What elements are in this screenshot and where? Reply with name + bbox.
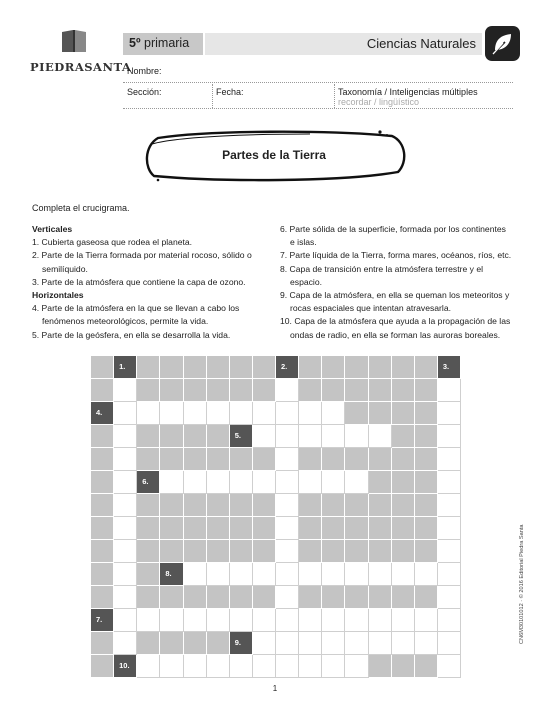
answer-cell[interactable] (276, 448, 299, 471)
blocked-cell (160, 494, 183, 517)
blocked-cell (160, 425, 183, 448)
clue-v3: 3. Parte de la atmósfera que contiene la capa de ozono. (32, 276, 246, 287)
answer-cell[interactable] (184, 563, 207, 586)
answer-cell[interactable] (276, 586, 299, 609)
blocked-cell (369, 586, 392, 609)
blocked-cell (184, 379, 207, 402)
answer-cell[interactable] (322, 609, 345, 632)
answer-cell[interactable] (253, 563, 276, 586)
blocked-cell (345, 356, 368, 379)
blocked-cell (160, 586, 183, 609)
blocked-cell (184, 517, 207, 540)
answer-cell[interactable] (137, 609, 160, 632)
blocked-cell (415, 425, 438, 448)
blocked-cell (392, 448, 415, 471)
answer-cell[interactable] (392, 609, 415, 632)
answer-cell[interactable] (253, 402, 276, 425)
blocked-cell (91, 356, 114, 379)
blocked-cell (392, 425, 415, 448)
answer-cell[interactable] (299, 425, 322, 448)
answer-cell[interactable] (369, 563, 392, 586)
taxonomy-label: Taxonomía / Inteligencias múltiples (338, 87, 478, 97)
clue-number-cell: 7. (91, 609, 114, 632)
date-label: Fecha: (216, 87, 244, 97)
answer-cell[interactable] (369, 609, 392, 632)
blocked-cell (392, 379, 415, 402)
blocked-cell (184, 540, 207, 563)
blocked-cell (415, 586, 438, 609)
answer-cell[interactable] (160, 471, 183, 494)
blocked-cell (91, 563, 114, 586)
answer-cell[interactable] (438, 448, 461, 471)
answer-cell[interactable] (438, 471, 461, 494)
clue-v2: 2. Parte de la Tierra formada por material rocoso, sólido o (32, 250, 252, 261)
answer-cell[interactable] (114, 517, 137, 540)
answer-cell[interactable] (230, 655, 253, 678)
answer-cell[interactable] (253, 471, 276, 494)
blocked-cell (91, 425, 114, 448)
clue-number-cell: 3. (438, 356, 461, 379)
answer-cell[interactable] (392, 632, 415, 655)
answer-cell[interactable] (392, 563, 415, 586)
blocked-cell (253, 448, 276, 471)
blocked-cell (230, 379, 253, 402)
answer-cell[interactable] (114, 425, 137, 448)
blocked-cell (345, 517, 368, 540)
blocked-cell (160, 632, 183, 655)
answer-cell[interactable] (207, 609, 230, 632)
clue-number-cell: 9. (230, 632, 253, 655)
blocked-cell (299, 494, 322, 517)
answer-cell[interactable] (438, 609, 461, 632)
blocked-cell (91, 517, 114, 540)
blocked-cell (415, 379, 438, 402)
blocked-cell (253, 517, 276, 540)
answer-cell[interactable] (345, 655, 368, 678)
answer-cell[interactable] (184, 402, 207, 425)
page-title: Partes de la Tierra (222, 148, 326, 162)
blocked-cell (253, 540, 276, 563)
blocked-cell (160, 379, 183, 402)
answer-cell[interactable] (137, 402, 160, 425)
blocked-cell (345, 494, 368, 517)
blocked-cell (184, 448, 207, 471)
clue-h4: 4. Parte de la atmósfera en la que se llevan a cabo los (32, 303, 240, 314)
answer-cell[interactable] (369, 425, 392, 448)
answer-cell[interactable] (253, 425, 276, 448)
blocked-cell (345, 586, 368, 609)
answer-cell[interactable] (276, 609, 299, 632)
clue-h5: 5. Parte de la geósfera, en ella se desarrolla la vida. (32, 329, 231, 340)
clues-left (32, 223, 272, 342)
blocked-cell (369, 655, 392, 678)
answer-cell[interactable] (276, 494, 299, 517)
answer-cell[interactable] (438, 517, 461, 540)
blocked-cell (415, 356, 438, 379)
blocked-cell (137, 517, 160, 540)
answer-cell[interactable] (114, 632, 137, 655)
blocked-cell (322, 540, 345, 563)
answer-cell[interactable] (160, 609, 183, 632)
blocked-cell (299, 448, 322, 471)
answer-cell[interactable] (230, 563, 253, 586)
clue-6: 6. Parte sólida de la superficie, formada por los continentes (280, 224, 506, 234)
blocked-cell (369, 540, 392, 563)
section-line (123, 108, 513, 109)
blocked-cell (91, 655, 114, 678)
blocked-cell (137, 425, 160, 448)
blocked-cell (392, 517, 415, 540)
answer-cell[interactable] (114, 609, 137, 632)
blocked-cell (230, 540, 253, 563)
answer-cell[interactable] (253, 632, 276, 655)
grade-bar (123, 33, 203, 55)
answer-cell[interactable] (322, 471, 345, 494)
grade-label: primaria (144, 36, 190, 50)
answer-cell[interactable] (184, 471, 207, 494)
answer-cell[interactable] (322, 563, 345, 586)
answer-cell[interactable] (114, 540, 137, 563)
blocked-cell (160, 448, 183, 471)
blocked-cell (137, 379, 160, 402)
blocked-cell (345, 448, 368, 471)
blocked-cell (137, 586, 160, 609)
answer-cell[interactable] (276, 655, 299, 678)
blocked-cell (415, 494, 438, 517)
clue-h4-cont: fenómenos meteorológicos, permite la vida. (42, 316, 209, 327)
clues-right (280, 223, 520, 342)
answer-cell[interactable] (114, 586, 137, 609)
blocked-cell (299, 517, 322, 540)
blocked-cell (160, 517, 183, 540)
answer-cell[interactable] (276, 563, 299, 586)
answer-cell[interactable] (114, 494, 137, 517)
blocked-cell (207, 540, 230, 563)
blocked-cell (230, 517, 253, 540)
page-number: 1 (272, 684, 278, 693)
horizontal-heading: Horizontales (32, 290, 84, 301)
blocked-cell (345, 402, 368, 425)
blocked-cell (392, 494, 415, 517)
blocked-cell (230, 494, 253, 517)
blocked-cell (207, 448, 230, 471)
clue-10: 10. Capa de la atmósfera que ayuda a la propagación de las (280, 316, 511, 327)
answer-cell[interactable] (299, 563, 322, 586)
blocked-cell (91, 632, 114, 655)
blocked-cell (91, 471, 114, 494)
blocked-cell (207, 425, 230, 448)
answer-cell[interactable] (299, 655, 322, 678)
blocked-cell (415, 471, 438, 494)
answer-cell[interactable] (322, 402, 345, 425)
blocked-cell (392, 402, 415, 425)
answer-cell[interactable] (415, 563, 438, 586)
answer-cell[interactable] (276, 517, 299, 540)
answer-cell[interactable] (276, 425, 299, 448)
answer-cell[interactable] (114, 402, 137, 425)
divider (334, 84, 335, 108)
blocked-cell (184, 632, 207, 655)
blocked-cell (415, 655, 438, 678)
clue-number-cell: 8. (160, 563, 183, 586)
answer-cell[interactable] (253, 609, 276, 632)
answer-cell[interactable] (438, 632, 461, 655)
answer-cell[interactable] (415, 609, 438, 632)
answer-cell[interactable] (207, 402, 230, 425)
blocked-cell (253, 586, 276, 609)
answer-cell[interactable] (114, 379, 137, 402)
blocked-cell (322, 586, 345, 609)
answer-cell[interactable] (114, 471, 137, 494)
blocked-cell (184, 494, 207, 517)
answer-cell[interactable] (230, 471, 253, 494)
answer-cell[interactable] (276, 471, 299, 494)
blocked-cell (207, 494, 230, 517)
answer-cell[interactable] (184, 609, 207, 632)
blocked-cell (91, 494, 114, 517)
blocked-cell (160, 540, 183, 563)
blocked-cell (392, 471, 415, 494)
answer-cell[interactable] (345, 632, 368, 655)
answer-cell[interactable] (160, 402, 183, 425)
blocked-cell (137, 540, 160, 563)
title-banner (140, 128, 408, 184)
clue-10-cont: ondas de radio, en ella se forman las auroras boreales. (290, 329, 501, 340)
blocked-cell (91, 586, 114, 609)
answer-cell[interactable] (369, 632, 392, 655)
answer-cell[interactable] (438, 563, 461, 586)
answer-cell[interactable] (114, 563, 137, 586)
blocked-cell (345, 540, 368, 563)
clue-number-cell: 2. (276, 356, 299, 379)
blocked-cell (369, 494, 392, 517)
answer-cell[interactable] (438, 655, 461, 678)
blocked-cell (369, 448, 392, 471)
clue-9-cont: rocas espaciales que intentan atravesarla. (290, 303, 451, 314)
blocked-cell (230, 586, 253, 609)
blocked-cell (369, 471, 392, 494)
clue-v1: 1. Cubierta gaseosa que rodea el planeta. (32, 237, 193, 248)
blocked-cell (91, 540, 114, 563)
blocked-cell (299, 356, 322, 379)
divider (212, 84, 213, 108)
answer-cell[interactable] (345, 471, 368, 494)
clue-8-cont: espacio. (290, 276, 323, 287)
blocked-cell (369, 517, 392, 540)
blocked-cell (230, 448, 253, 471)
blocked-cell (184, 356, 207, 379)
vertical-heading: Verticales (32, 224, 73, 234)
blocked-cell (160, 356, 183, 379)
answer-cell[interactable] (207, 563, 230, 586)
answer-cell[interactable] (299, 609, 322, 632)
taxonomy-sub: recordar / lingüístico (338, 97, 420, 107)
answer-cell[interactable] (299, 402, 322, 425)
leaf-icon (485, 26, 520, 61)
clue-number-cell: 10. (114, 655, 137, 678)
answer-cell[interactable] (137, 655, 160, 678)
answer-cell[interactable] (438, 402, 461, 425)
answer-cell[interactable] (438, 540, 461, 563)
grade-number: 5º (129, 36, 141, 50)
blocked-cell (322, 379, 345, 402)
blocked-cell (392, 540, 415, 563)
copyright: CN6M30101012 · © 2016 Editorial Piedra Santa (519, 524, 525, 644)
blocked-cell (392, 356, 415, 379)
answer-cell[interactable] (322, 632, 345, 655)
clue-8: 8. Capa de transición entre la atmósfera terrestre y el (280, 263, 484, 274)
answer-cell[interactable] (299, 632, 322, 655)
blocked-cell (253, 379, 276, 402)
answer-cell[interactable] (207, 471, 230, 494)
answer-cell[interactable] (276, 632, 299, 655)
blocked-cell (415, 540, 438, 563)
answer-cell[interactable] (207, 655, 230, 678)
publisher-logo (30, 28, 132, 78)
blocked-cell (299, 379, 322, 402)
blocked-cell (322, 494, 345, 517)
answer-cell[interactable] (438, 425, 461, 448)
blocked-cell (392, 655, 415, 678)
subject-bar (205, 33, 482, 55)
crossword-grid (91, 356, 461, 678)
blocked-cell (253, 494, 276, 517)
blocked-cell (369, 356, 392, 379)
blocked-cell (207, 517, 230, 540)
clue-number-cell: 6. (137, 471, 160, 494)
blocked-cell (322, 356, 345, 379)
answer-cell[interactable] (345, 425, 368, 448)
answer-cell[interactable] (276, 402, 299, 425)
blocked-cell (207, 379, 230, 402)
answer-cell[interactable] (322, 655, 345, 678)
answer-cell[interactable] (299, 471, 322, 494)
clue-number-cell: 1. (114, 356, 137, 379)
name-line[interactable] (123, 82, 513, 83)
blocked-cell (137, 448, 160, 471)
name-label: Nombre: (127, 66, 162, 76)
clue-number-cell: 5. (230, 425, 253, 448)
blocked-cell (207, 632, 230, 655)
section-label: Sección: (127, 87, 162, 97)
clue-7: 7. Parte líquida de la Tierra, forma mares, océanos, ríos, etc. (280, 250, 512, 261)
brand-name: PIEDRASANTA (30, 60, 132, 74)
clue-number-cell: 4. (91, 402, 114, 425)
blocked-cell (207, 356, 230, 379)
blocked-cell (137, 563, 160, 586)
answer-cell[interactable] (276, 379, 299, 402)
blocked-cell (184, 425, 207, 448)
blocked-cell (91, 448, 114, 471)
answer-cell[interactable] (345, 609, 368, 632)
answer-cell[interactable] (184, 655, 207, 678)
clue-9: 9. Capa de la atmósfera, en ella se queman los meteoritos y (280, 290, 510, 301)
answer-cell[interactable] (160, 655, 183, 678)
answer-cell[interactable] (438, 379, 461, 402)
blocked-cell (137, 494, 160, 517)
subject-title: Ciencias Naturales (366, 36, 476, 51)
clue-v2-cont: semilíquido. (42, 263, 88, 274)
blocked-cell (415, 517, 438, 540)
answer-cell[interactable] (345, 563, 368, 586)
blocked-cell (369, 402, 392, 425)
blocked-cell (369, 379, 392, 402)
blocked-cell (345, 379, 368, 402)
blocked-cell (184, 586, 207, 609)
answer-cell[interactable] (276, 540, 299, 563)
blocked-cell (415, 402, 438, 425)
answer-cell[interactable] (230, 402, 253, 425)
answer-cell[interactable] (438, 494, 461, 517)
book-icon (60, 28, 88, 54)
blocked-cell (299, 540, 322, 563)
blocked-cell (322, 517, 345, 540)
answer-cell[interactable] (114, 448, 137, 471)
answer-cell[interactable] (230, 609, 253, 632)
blocked-cell (253, 356, 276, 379)
answer-cell[interactable] (253, 655, 276, 678)
blocked-cell (137, 356, 160, 379)
answer-cell[interactable] (438, 586, 461, 609)
clue-6-cont: e islas. (290, 237, 317, 248)
instruction: Completa el crucigrama. (32, 203, 130, 213)
blocked-cell (392, 586, 415, 609)
blocked-cell (230, 356, 253, 379)
blocked-cell (91, 379, 114, 402)
answer-cell[interactable] (322, 425, 345, 448)
blocked-cell (137, 632, 160, 655)
blocked-cell (207, 586, 230, 609)
blocked-cell (322, 448, 345, 471)
blocked-cell (415, 448, 438, 471)
answer-cell[interactable] (415, 632, 438, 655)
blocked-cell (299, 586, 322, 609)
